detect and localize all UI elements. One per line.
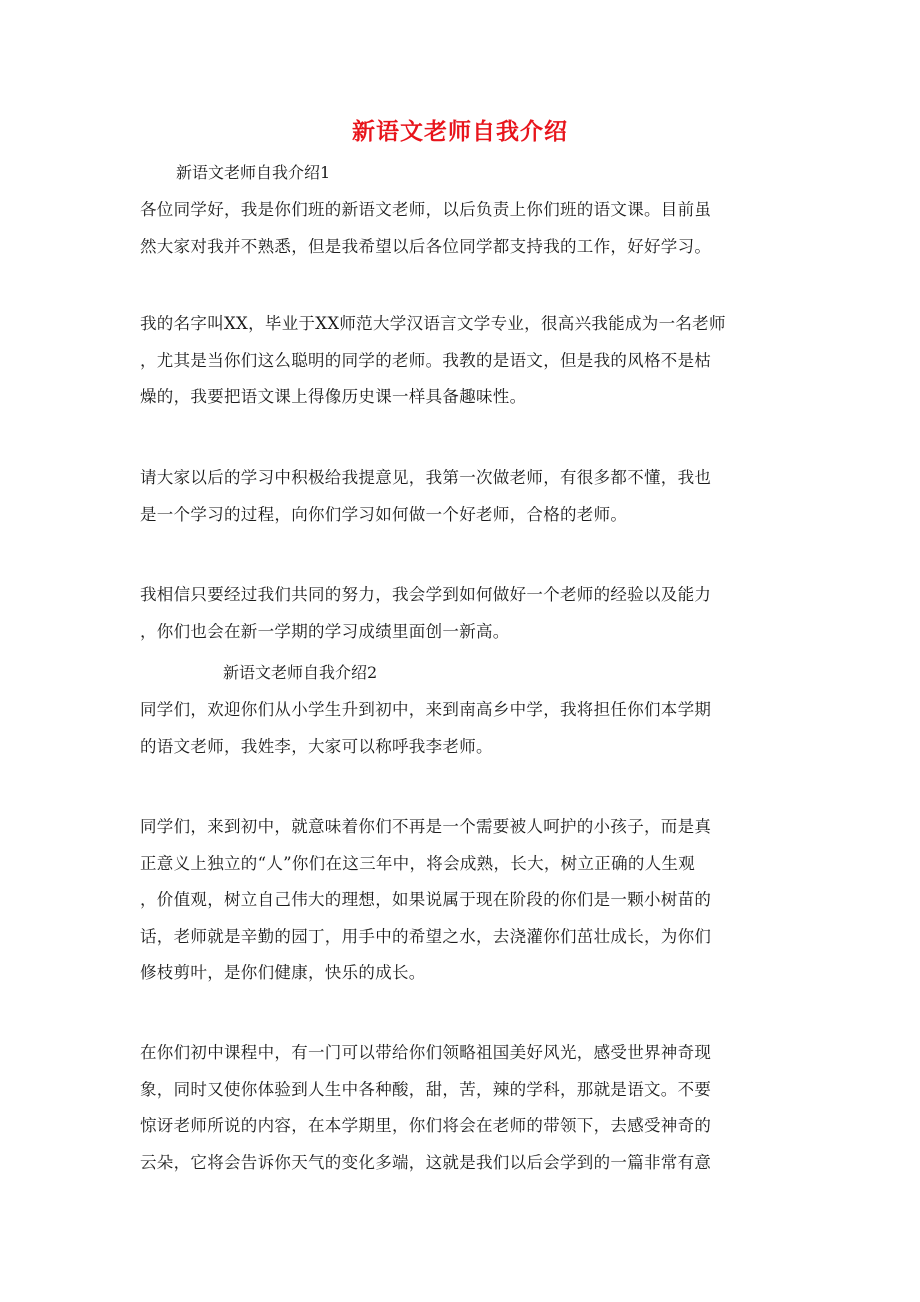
- text-line: 各位同学好，我是你们班的新语文老师，以后负责上你们班的语文课。目前虽: [140, 200, 712, 219]
- text-line: 正意义上独立的“人”你们在这三年中，将会成熟，长大，树立正确的人生观: [140, 853, 696, 873]
- text-line: 同学们，欢迎你们从小学生升到初中，来到南高乡中学，我将担任你们本学期: [140, 700, 712, 719]
- section-2-paragraph-3: [140, 1035, 780, 1181]
- section-2-paragraph-2: [140, 809, 780, 992]
- text-line: 请大家以后的学习中积极给我提意见，我第一次做老师，有很多都不懂，我也: [140, 468, 712, 487]
- section-1-paragraph-4: [140, 577, 780, 650]
- section-1-heading: 新语文老师自我介绍1: [176, 163, 331, 182]
- text-line: 在你们初中课程中，有一门可以带给你们领略祖国美好风光，感受世界神奇现: [140, 1043, 712, 1062]
- text-line: 惊讶老师所说的内容，在本学期里，你们将会在老师的带领下，去感受神奇的: [140, 1116, 712, 1136]
- text-line: 话，老师就是辛勤的园丁，用手中的希望之水，去浇灌你们茁壮成长，为你们: [140, 926, 712, 946]
- section-1-paragraph-1: [140, 192, 780, 265]
- section-2-paragraph-1: [140, 692, 780, 765]
- text-line: ，价值观，树立自己伟大的理想，如果说属于现在阶段的你们是一颗小树苗的: [140, 890, 712, 910]
- text-line: ，你们也会在新一学期的学习成绩里面创一新高。: [140, 621, 510, 641]
- section-1-paragraph-3: [140, 460, 780, 533]
- text-line: 我相信只要经过我们共同的努力，我会学到如何做好一个老师的经验以及能力: [140, 585, 712, 604]
- text-line: 然大家对我并不熟悉，但是我希望以后各位同学都支持我的工作，好好学习。: [140, 236, 712, 256]
- text-line: ，尤其是当你们这么聪明的同学的老师。我教的是语文，但是我的风格不是枯: [140, 350, 712, 370]
- text-line: 燥的，我要把语文课上得像历史课一样具备趣味性。: [140, 387, 527, 407]
- text-line: 我的名字叫XX，毕业于XX师范大学汉语言文学专业，很高兴我能成为一名老师: [140, 314, 726, 333]
- text-line: 修枝剪叶，是你们健康，快乐的成长。: [140, 963, 426, 983]
- text-line: 是一个学习的过程，向你们学习如何做一个好老师，合格的老师。: [140, 504, 628, 524]
- section-2-heading: 新语文老师自我介绍2: [223, 663, 378, 682]
- text-line: 云朵，它将会告诉你天气的变化多端，这就是我们以后会学到的一篇非常有意: [140, 1152, 712, 1172]
- text-line: 的语文老师，我姓李，大家可以称呼我李老师。: [140, 736, 493, 756]
- document-title: 新语文老师自我介绍: [352, 119, 568, 145]
- section-1-paragraph-2: [140, 306, 780, 416]
- text-line: 象，同时又使你体验到人生中各种酸，甜，苦，辣的学科，那就是语文。不要: [140, 1079, 712, 1099]
- text-line: 同学们，来到初中，就意味着你们不再是一个需要被人呵护的小孩子，而是真: [140, 817, 712, 836]
